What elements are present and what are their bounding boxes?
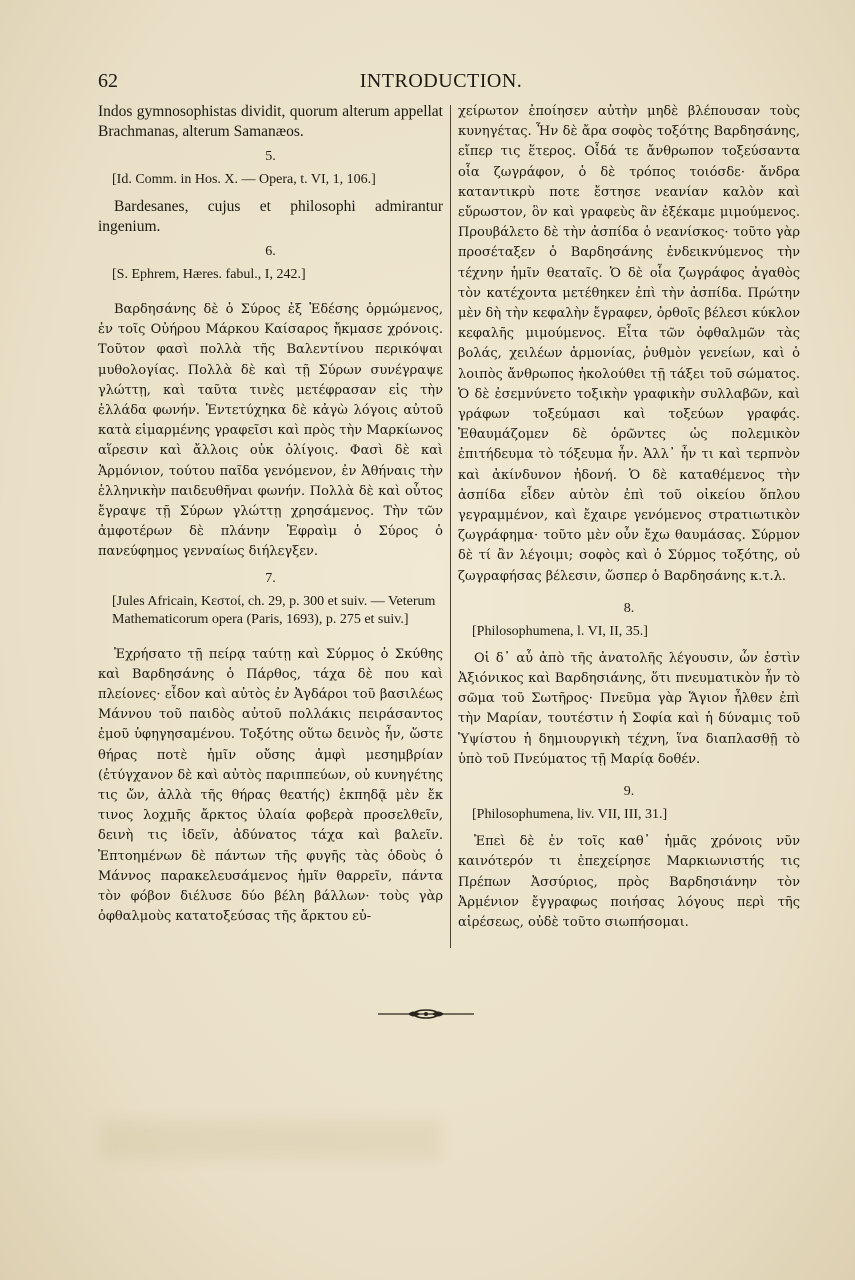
section-number-8: 8. — [623, 600, 635, 616]
latin-text-5: Bardesanes, cujus et philosophi admirantur ingenium. — [98, 198, 443, 235]
greek-text-6: Βαρδησάνης δὲ ὁ Σύρος ἐξ Ἐδέσης ὁρμώμενος, ἐν τοῖς Οὐήρου Μάρκου Καίσαρος ἤκμασε χρόνοις. Τοῦτον φασὶ πολλὰ τῆς Βαλεντίνου περικόψαι μυθολογίας. Πολλὰ δὲ καὶ τῇ Σύρων συνέγραψε γλώττῃ, καὶ ταῦτα τινὲς μετέφρασαν εἰς τὴν ἑλλάδα φωνήν. Ἐντετύχηκα δὲ κἀγὼ λόγοις αὐτοῦ κατὰ εἱμαρμένης γραφεῖσι καὶ πρὸς τὴν Μαρκίωνος αἵρεσιν καὶ ἄλλοις οὐκ ὀλίγοις. Φασὶ δὲ καὶ Ἁρμόνιον, τούτου παῖδα γενόμενον, ἐν Ἀθήναις τὴν ἑλληνικὴν παιδευθῆναι φωνήν. Πολλὰ δὲ καὶ οὗτος ἔγραψε τῇ Σύρων γλώττῃ χρησάμενος. Τὴν τῶν ἀμφοτέρων δὲ πλάνην Ἐφραὶμ ὁ Σύρος ὁ πανεύφημος γενναίως διήλεγξεν. — [98, 302, 443, 560]
page-header — [96, 70, 786, 98]
reference-7: [Jules Africain, Κεστοί, ch. 29, p. 300 et suiv. — Veterum Mathematicorum opera (Paris, 1693), p. 275 et suiv.] — [112, 593, 436, 627]
greek-text-7: Ἐχρήσατο τῇ πείρᾳ ταύτῃ καὶ Σύρμος ὁ Σκύθης καὶ Βαρδησάνης ὁ Πάρθος, τάχα δὲ που καὶ πλείονες· εἶδον καὶ αὐτὸς ἐν Ἀγδάροι τοῦ βασιλέως Μάννου τοῦ παιδὸς αὐτοῦ πολλάκις πειράσαντος ἐμοῦ ὑφηγησαμένου. Τοξότης οὕτω δεινὸς ἦν, ὥστε θήρας ποτὲ ἡμῖν οὔσης ἀμφὶ μεσημβρίαν (ἐτύγχανον δὲ καὶ αὐτὸς παριππεύων, οὐ κυνηγέτης τις ὤν, ἀλλὰ τῆς θήρας θεατής) ἐκπηδᾷ μὲν ἔκ τινος λοχμῆς ἄρκτος ὑλαία φοβερὰ προσελθεῖν, δεινὴ τις ἰδεῖν, ἀδύνατος τάχα καὶ βαλεῖν. Ἐπτοημένων δὲ πάντων τῆς φυγῆς τὰς ὁδοὺς ὁ Μάννος παρακελευσάμενος ἡμῖν θαρρεῖν, πάντα τὸν φόβον διέλυσε δύο βέλη βάλλων· τοὺς γὰρ ὀφθαλμοὺς κατατοξεύσας τῆς ἄρκτου εὐ- — [98, 646, 443, 925]
section-number-9: 9. — [623, 784, 635, 800]
ornament-divider-icon — [378, 1004, 474, 1024]
running-head: INTRODUCTION. — [359, 70, 523, 92]
section-number-6: 6. — [265, 244, 276, 259]
section-number-5: 5. — [265, 149, 276, 164]
right-column — [458, 102, 800, 933]
page-number: 62 — [98, 70, 118, 92]
reference-9: [Philosophumena, liv. VII, III, 31.] — [472, 807, 668, 823]
latin-intro: Indos gymnosophistas dividit, quorum alterum appellat Brachmanas, alterum Samanæos. — [98, 103, 443, 140]
greek-text-9: Ἐπεὶ δὲ ἐν τοῖς καθ᾽ ἡμᾶς χρόνοις νῦν καινότερόν τι ἐπεχείρησε Μαρκιωνιστής τις Πρέπων Ἀσσύριος, πρὸς Βαρδησιάνην τὸν Ἀρμένιον ἔγγραφως ποιήσας λόγους περὶ τῆς αἱρέσεως, οὐδὲ τοῦτο σιωπήσομαι. — [458, 834, 800, 930]
left-column — [98, 102, 443, 927]
paper-bleed-through — [100, 1120, 440, 1160]
reference-8: [Philosophumena, l. VI, II, 35.] — [472, 623, 648, 639]
greek-text-7-continued: χείρωτον ἐποίησεν αὐτὴν μηδὲ βλέπουσαν τοὺς κυνηγέτας. Ἦν δὲ ἄρα σοφὸς τοξότης Βαρδησάνης, εἴπερ τις ἕτερος. Οἶδά τε ἄνθρωπον τοξεύσαντα οἷα ζωγράφον, ὁ δὲ τρόπος τοιόσδε· ἄνδρα καταντικρὺ ποτε ἔστησε νεανίαν καλὸν καὶ εὔρωστον, ὃν καὶ γραφεὺς ἂν ἐξέκαμε μιμούμενος. Προυβάλετο δὲ τὴν ἀσπίδα ὁ νεανίσκος· τοῦτο γὰρ προσέταξεν ὁ Βαρδησάνης ἐνδεικνύμενος τὴν τέχνην ἡμῖν θεαταῖς. Ὁ δὲ οἷα ζωγράφος ἀγαθὸς τὸν κατέχοντα μετέθηκεν ἐπὶ τὴν ἀσπίδα. Πρώτην μὲν δὴ τὴν κεφαλὴν ἔγραφεν, ὀρθοῖς βέλεσι κύκλον κεφαλῆς μιμούμενος. Εἶτα τῶν ὀφθαλμῶν τὰς βολάς, χειλέων ἁρμονίας, ῥυθμὸν γενείων, καὶ ὁ λοιπὸς ἄνθρωπος ἠκολούθει τῇ τάξει τοῦ σώματος. Ὁ δὲ ἐσεμνύνετο τοξικὴν γραφικὴν συλλαβῶν, καὶ γράφων τοξεύμασι καὶ τοξεύων γραφάς. Ἐθαυμάζομεν δὲ ὁρῶντες ὡς πολεμικὸν ἐπιτήδευμα τὸ τόξευμα ἦν. Ἀλλ᾽ ἦν τι καὶ τερπνὸν καὶ ἀκίνδυνον ἡδονή. Ὁ δὲ καταθέμενος τὴν ἀσπίδα εἶδεν αὑτὸν ἐπὶ τοῦ οἰκείου ὅπλου γεγραμμένον, καὶ ἔχαιρε γενόμενος στρατιωτικὸν ζωγράφημα· τοῦτο μὲν οὖν ἔχω θαυμάσας. Σύρμον δὲ τί ἂν λέγοιμι; σοφὸς καὶ ὁ Σύρμος τοξότης, οὐ ζωγραφήσας βέλεσιν, ὥσπερ ὁ Βαρδησάνης κ.τ.λ. — [458, 104, 800, 584]
column-divider — [450, 105, 451, 948]
reference-5: [Id. Comm. in Hos. X. — Opera, t. VI, 1, 106.] — [112, 172, 376, 187]
reference-6: [S. Ephrem, Hæres. fabul., I, 242.] — [112, 267, 306, 282]
greek-text-8: Οἱ δ᾽ αὖ ἀπὸ τῆς ἀνατολῆς λέγουσιν, ὧν ἐστὶν Ἀξιόνικος καὶ Βαρδησιάνης, ὅτι πνευματικὸν ἦν τὸ σῶμα τοῦ Σωτῆρος· Πνεῦμα γὰρ Ἅγιον ἦλθεν ἐπὶ τὴν Μαρίαν, τουτέστιν ἡ Σοφία καὶ ἡ δύναμις τοῦ Ὑψίστου ἡ δημιουργικὴ τέχνη, ἵνα διαπλασθῇ τὸ ὑπὸ τοῦ Πνεύματος τῇ Μαρίᾳ δοθέν. — [458, 650, 800, 767]
section-number-7: 7. — [265, 570, 276, 586]
